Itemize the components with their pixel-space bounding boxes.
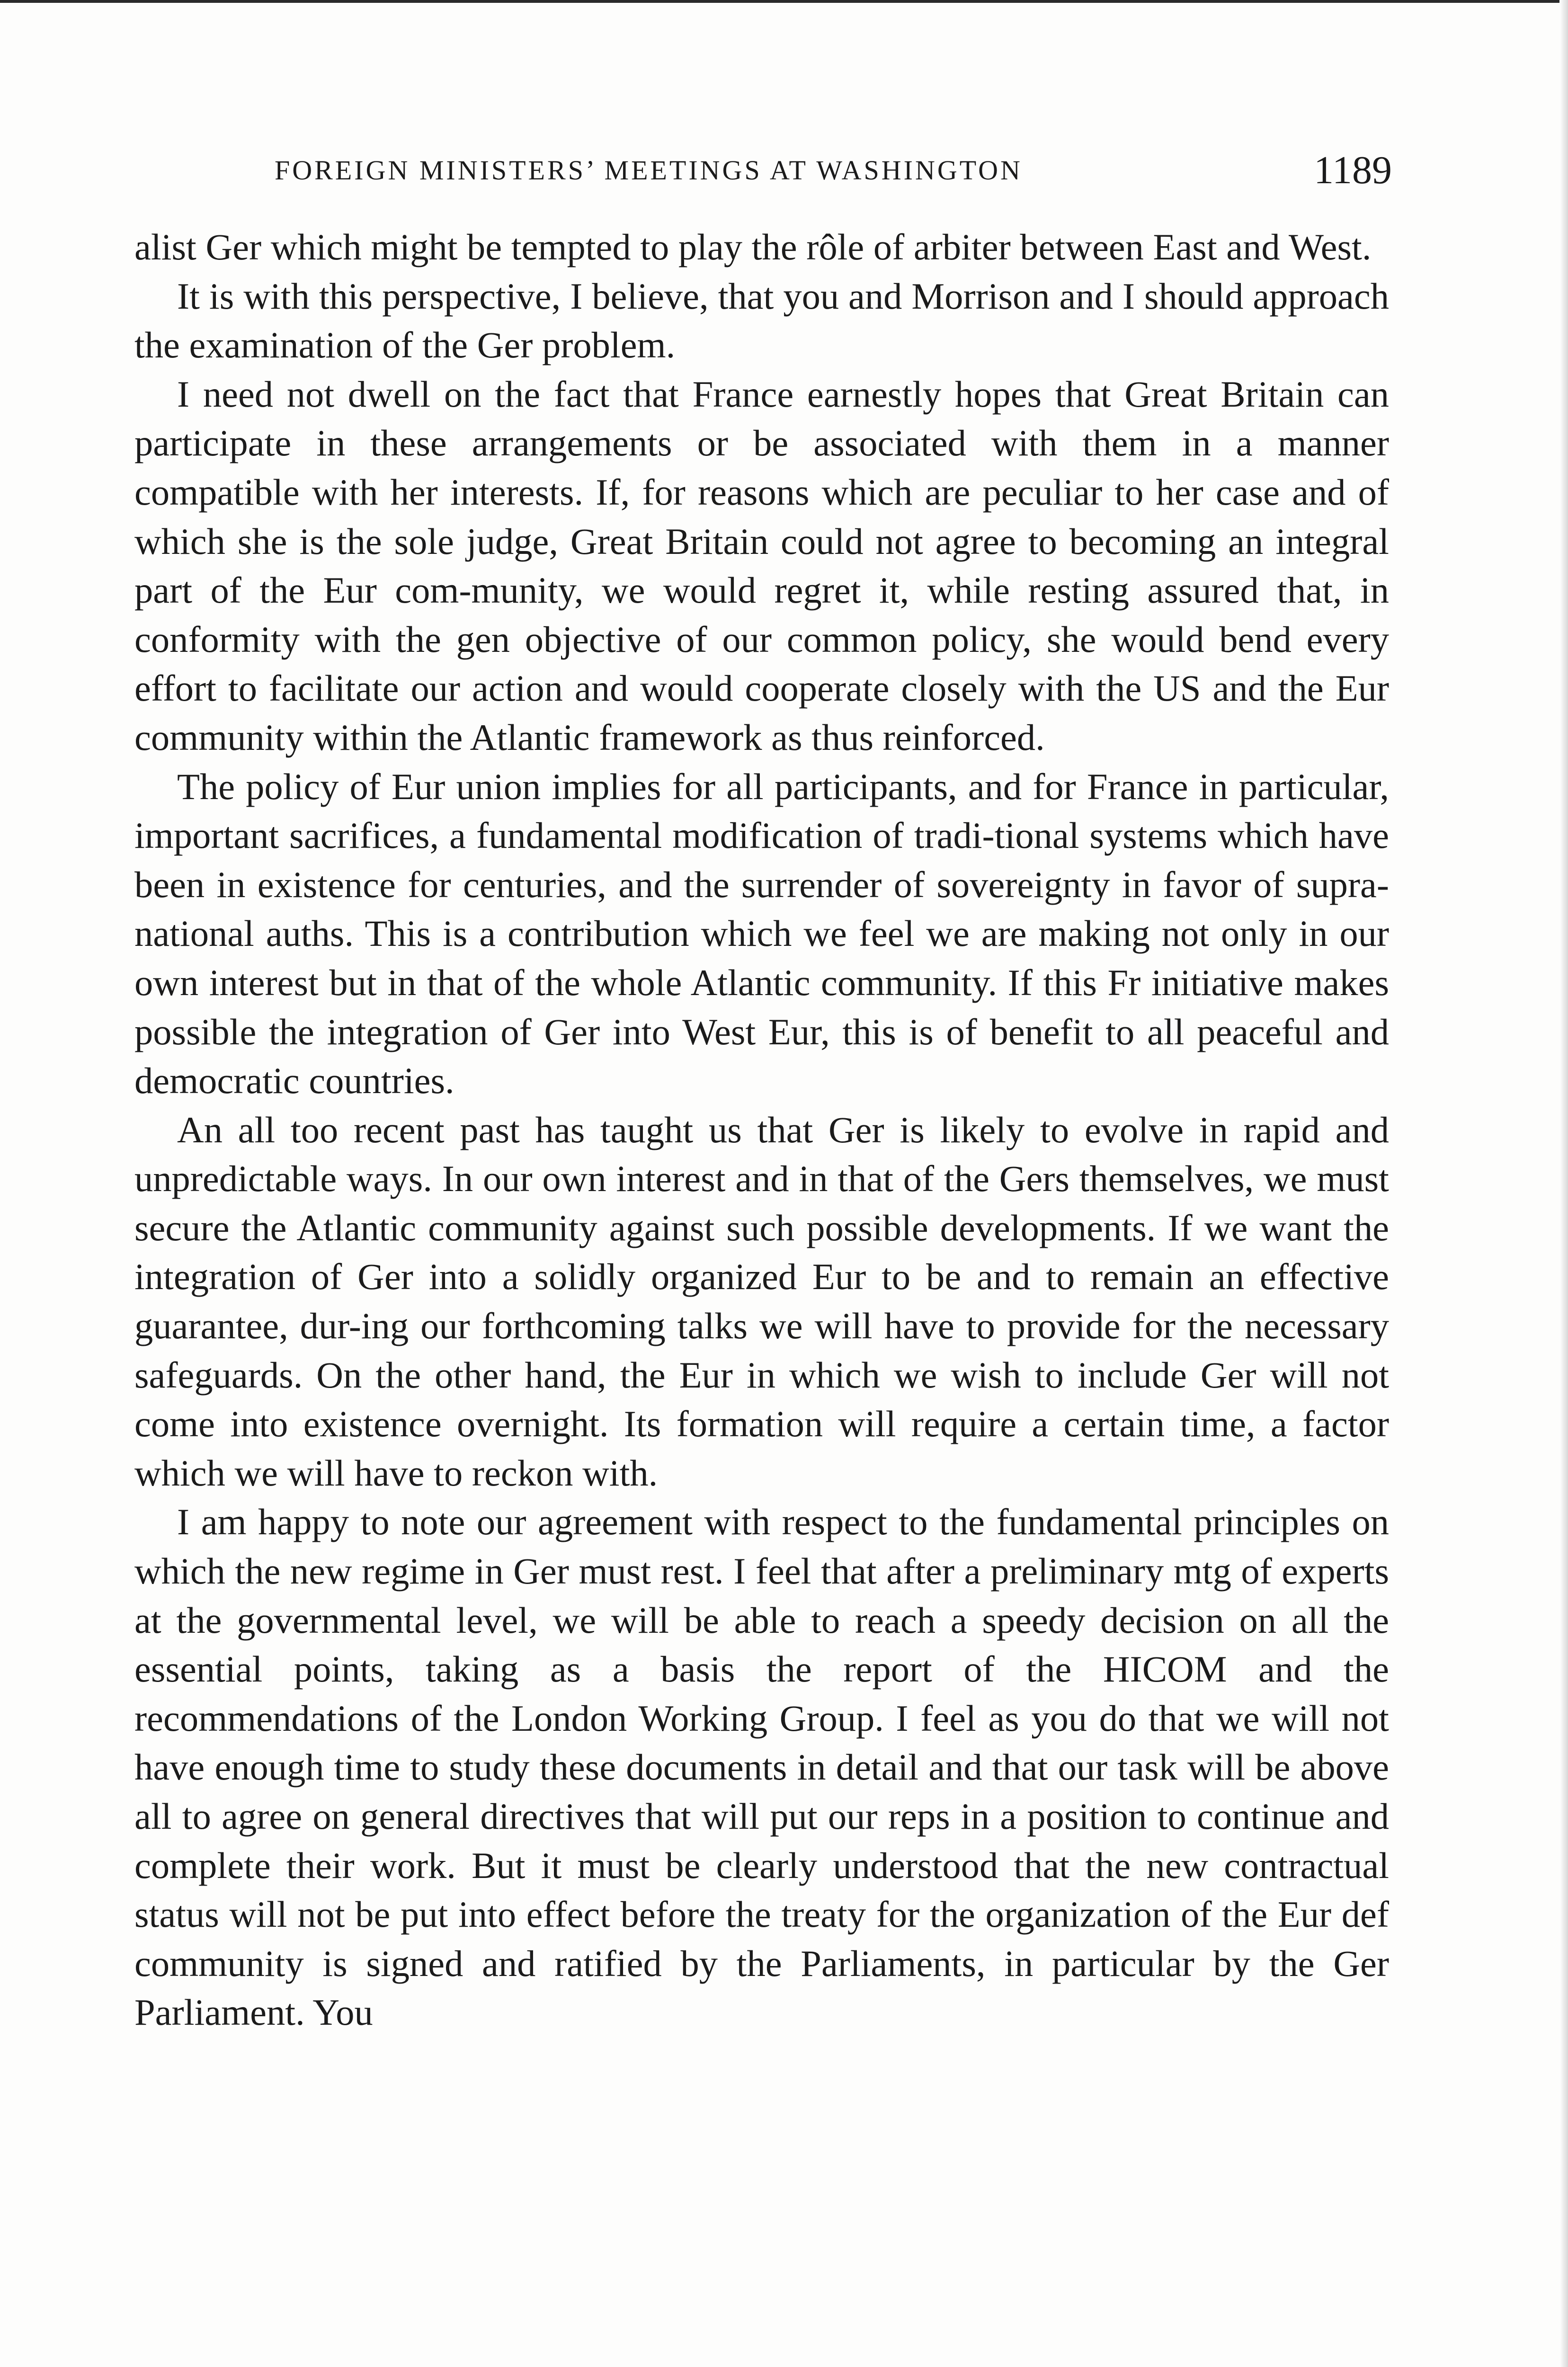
paragraph: The policy of Eur union implies for all participants, and for France in particular, important sacrifices, a fundamental modification of tradi-tional systems which have been in existence for centuries, and the surrender of sovereignty in favor of supra-national auths. This is a contribution which we feel we are making not only in our own interest but in that of the whole Atlantic community. If this Fr initiative makes possible the integration of Ger into West Eur, this is of benefit to all peaceful and democratic countries.	[134, 765, 1389, 1102]
running-title: FOREIGN MINISTERS’ MEETINGS AT WASHINGTON	[275, 155, 1023, 186]
body-text	[134, 222, 1389, 2037]
paragraph: I am happy to note our agreement with respect to the fundamental principles on which the new regime in Ger must rest. I feel that after a preliminary mtg of experts at the governmental level, we will be able to reach a speedy decision on all the essential points, taking as a basis the report of the HICOM and the recommendations of the London Working Group. I feel as you do that we will not have enough time to study these documents in detail and that our task will be above all to agree on general directives that will put our reps in a position to continue and complete their work. But it must be clearly understood that the new contractual status will not be put into effect before the treaty for the organization of the Eur def community is signed and ratified by the Parliaments, in particular by the Ger Parliament. You	[134, 1501, 1389, 2033]
scan-edge-shadow	[1559, 0, 1568, 2367]
page-number: 1189	[1314, 148, 1392, 192]
paragraph: It is with this perspective, I believe, that you and Morrison and I should approach the examination of the Ger problem.	[134, 275, 1389, 366]
page-header	[137, 142, 1392, 199]
paragraph-continuation: alist Ger which might be tempted to play the rôle of arbiter between East and West.	[134, 226, 1372, 267]
top-border-rule	[0, 0, 1568, 3]
paragraph: An all too recent past has taught us that Ger is likely to evolve in rapid and unpredictable ways. In our own interest and in that of the Gers themselves, we must secure the Atlantic community against such possible developments. If we want the integration of Ger into a solidly organized Eur to be and to remain an effective guarantee, dur-ing our forthcoming talks we will have to provide for the necessary safeguards. On the other hand, the Eur in which we wish to include Ger will not come into existence overnight. Its formation will require a certain time, a factor which we will have to reckon with.	[134, 1109, 1389, 1494]
paragraph: I need not dwell on the fact that France earnestly hopes that Great Britain can participate in these arrangements or be associated with them in a manner compatible with her interests. If, for reasons which are peculiar to her case and of which she is the sole judge, Great Britain could not agree to becoming an integral part of the Eur com-munity, we would regret it, while resting assured that, in conformity with the gen objective of our common policy, she would bend every effort to facilitate our action and would cooperate closely with the US and the Eur community within the Atlantic framework as thus reinforced.	[134, 373, 1389, 758]
